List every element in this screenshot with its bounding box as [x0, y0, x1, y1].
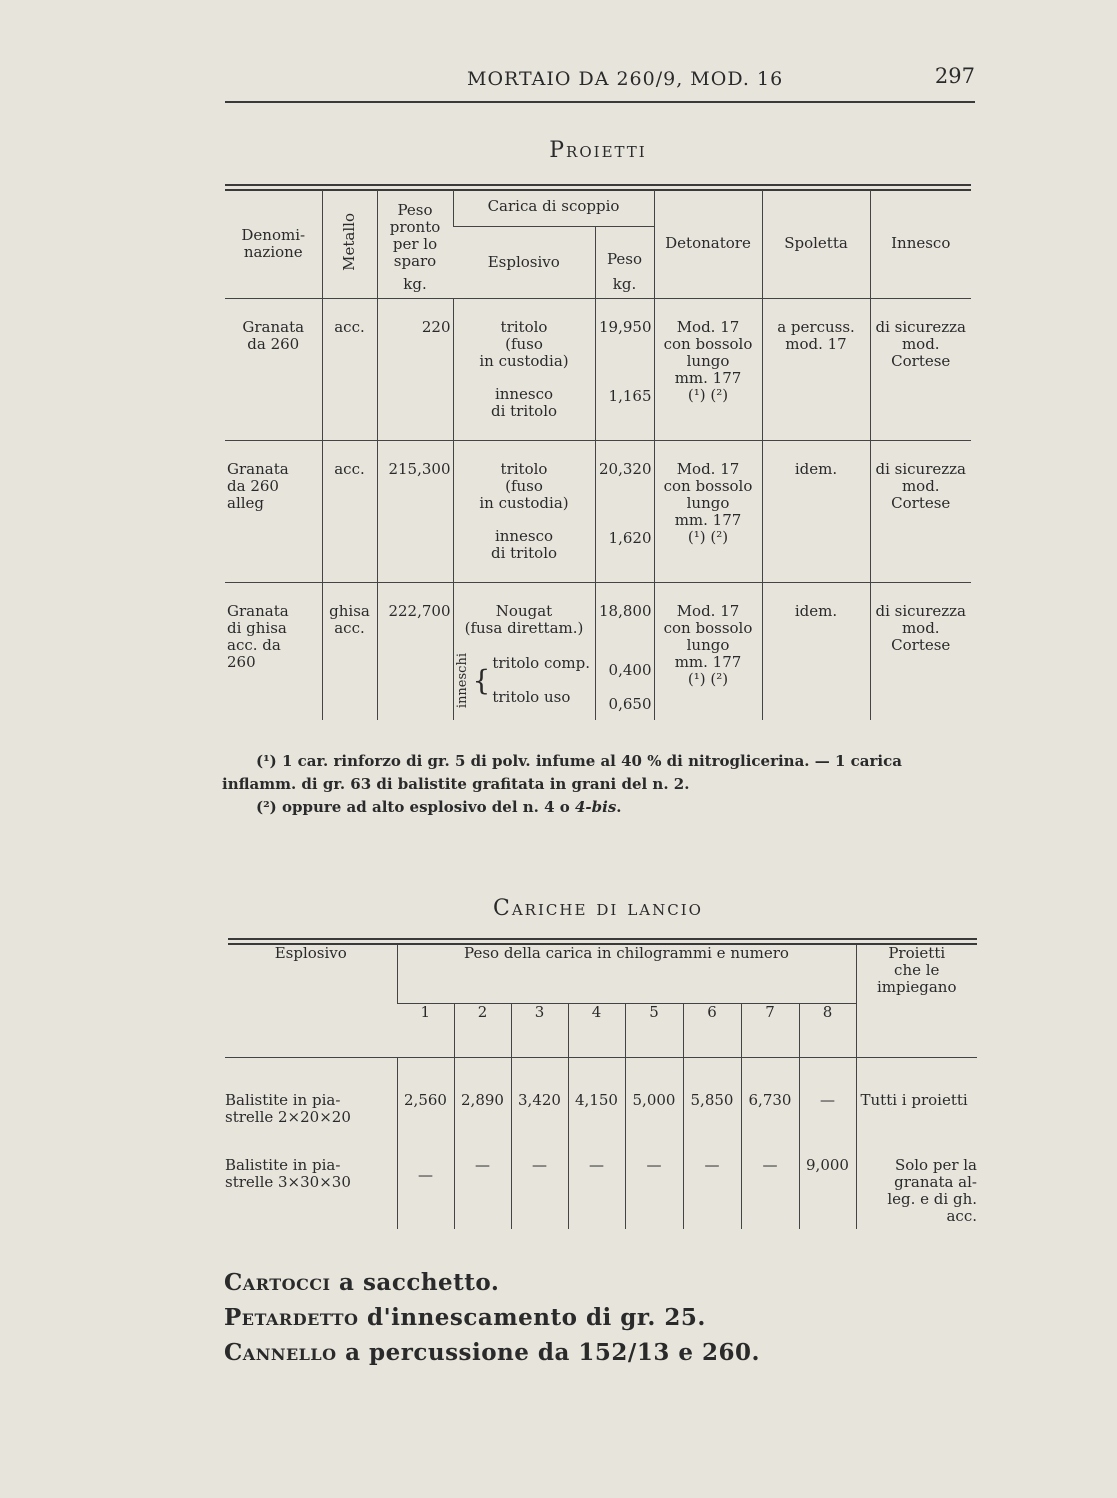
page-number: 297 — [934, 64, 975, 88]
peso-carica-cell: 20,320 — [599, 459, 652, 478]
footnote-1: (¹) 1 car. rinforzo di gr. 5 di polv. infume al 40 % di nitroglicerina. — 1 carica inflamm. di gr. 63 di balistite grafitata in grani del n. 2. — [222, 752, 902, 793]
line-cannello — [224, 1335, 760, 1370]
metallo-cell: ghisa acc. — [329, 601, 370, 637]
peso-carica-cell: 0,650 — [608, 694, 652, 713]
peso-carica-unit: kg. — [612, 274, 637, 293]
brace-glyph: { — [472, 663, 491, 697]
metallo-label: Metallo — [340, 212, 358, 271]
table-row — [225, 1057, 977, 1137]
col-header-spoletta: Spoletta — [762, 190, 870, 298]
table-row — [225, 582, 971, 720]
esplosivo-cell: innesco di tritolo — [490, 384, 558, 420]
col-header-esplosivo: Esplosivo — [225, 945, 397, 1057]
esplosivo-cell: Balistite in pia- strelle 2×20×20 — [225, 1090, 351, 1126]
peso-carica-cell: 19,950 — [599, 317, 652, 336]
metallo-cell: acc. — [334, 459, 365, 478]
col-header-carica: Carica di scoppio — [453, 190, 654, 226]
detonatore-cell: Mod. 17 con bossolo lungo mm. 177 (¹) (²) — [663, 459, 753, 546]
detonatore-cell: Mod. 17 con bossolo lungo mm. 177 (¹) (²) — [663, 317, 753, 404]
peso-cell: 215,300 — [388, 459, 451, 478]
innesco-cell: di sicurezza mod. Cortese — [875, 459, 967, 512]
col-header-number: 3 — [511, 1003, 568, 1057]
running-head-title: MORTAIO DA 260/9, MOD. 16 — [467, 68, 784, 90]
esplosivo-cell: Balistite in pia- strelle 3×30×30 — [225, 1156, 351, 1191]
value-cell: 2,890 — [454, 1057, 511, 1137]
col-header-proietti: Proietti che le impiegano — [856, 945, 977, 1057]
denominazione-cell: Granata di ghisa acc. da 260 — [227, 601, 289, 671]
col-header-number: 2 — [454, 1003, 511, 1057]
value-cell: — — [799, 1057, 856, 1137]
line-2-rest: d'innescamento di gr. 25. — [358, 1304, 706, 1331]
header-rule — [225, 101, 975, 103]
inneschi-group — [454, 651, 595, 711]
spoletta-cell: idem. — [794, 601, 838, 620]
value-cell: — — [397, 1137, 454, 1229]
esplosivo-cell: innesco di tritolo — [490, 526, 558, 562]
col-header-detonatore: Detonatore — [654, 190, 762, 298]
col-header-number: 4 — [568, 1003, 625, 1057]
denominazione-cell: Granata da 260 — [242, 317, 305, 353]
col-header-number: 5 — [625, 1003, 683, 1057]
inneschi-label: inneschi — [454, 652, 470, 709]
col-header-denominazione: Denomi- nazione — [225, 190, 322, 298]
metallo-cell: acc. — [334, 317, 365, 336]
value-cell: 4,150 — [568, 1057, 625, 1137]
footnote-2-italic: 4-bis — [575, 798, 617, 816]
inneschi-items — [492, 655, 590, 706]
proietti-cell: Solo per la granata al- leg. e di gh. acc. — [856, 1137, 977, 1229]
value-cell: — — [511, 1137, 568, 1229]
footnote-2-prefix: (²) oppure ad alto esplosivo del n. 4 o — [256, 798, 575, 816]
denominazione-cell: Granata da 260 alleg — [227, 459, 289, 512]
table-row — [225, 298, 971, 440]
innesco-cell: di sicurezza mod. Cortese — [875, 317, 967, 370]
innesco-cell: di sicurezza mod. Cortese — [875, 601, 967, 654]
line-3-rest: a percussione da 152/13 e 260. — [336, 1339, 760, 1366]
footnote-2 — [222, 796, 977, 819]
line-petardetto — [224, 1300, 760, 1335]
col-header-number: 6 — [683, 1003, 741, 1057]
peso-carica-cell: 0,400 — [608, 660, 652, 679]
value-cell: — — [568, 1137, 625, 1229]
footnotes — [222, 750, 977, 819]
closing-lines — [224, 1265, 760, 1370]
footnote-2-suffix: . — [616, 798, 622, 816]
line-3-sc: Cannello — [224, 1339, 337, 1366]
peso-cell: 222,700 — [388, 601, 451, 620]
table2-top-rule — [228, 938, 977, 940]
col-header-peso-carica — [595, 226, 654, 298]
peso-unit: kg. — [403, 275, 427, 293]
running-head — [225, 64, 975, 100]
col-header-metallo — [322, 190, 377, 298]
col-header-esplosivo: Esplosivo — [453, 226, 595, 298]
cariche-title: Cariche di lancio — [493, 896, 703, 921]
value-cell: 6,730 — [741, 1057, 799, 1137]
esplosivo-cell: tritolo (fuso in custodia) — [479, 317, 569, 370]
esplosivo-cell: tritolo uso — [492, 688, 571, 706]
proietti-cell: Tutti i proietti — [856, 1057, 977, 1137]
line-1-rest: a sacchetto. — [330, 1269, 500, 1296]
peso-label: Peso pronto per lo sparo — [389, 201, 441, 270]
peso-carica-cell: 1,620 — [608, 528, 652, 547]
value-cell: — — [741, 1137, 799, 1229]
col-header-number: 7 — [741, 1003, 799, 1057]
table-row — [225, 440, 971, 582]
value-cell: 5,850 — [683, 1057, 741, 1137]
peso-cell: 220 — [421, 317, 451, 336]
col-header-peso — [377, 190, 453, 298]
line-2-sc: Petardetto — [224, 1304, 359, 1331]
proietti-title: Proietti — [549, 138, 647, 163]
value-cell: — — [454, 1137, 511, 1229]
table-row — [225, 1137, 977, 1229]
table-top-rule — [225, 184, 971, 186]
col-header-number: 8 — [799, 1003, 856, 1057]
esplosivo-cell: tritolo comp. — [492, 654, 591, 672]
line-cartocci — [224, 1265, 760, 1300]
value-cell: 2,560 — [397, 1057, 454, 1137]
col-header-peso-group: Peso della carica in chilogrammi e numero — [397, 945, 856, 1003]
col-header-number: 1 — [397, 1003, 454, 1057]
proietti-table — [225, 190, 971, 720]
peso-carica-cell: 18,800 — [599, 601, 652, 620]
spoletta-cell: idem. — [794, 459, 838, 478]
cariche-table — [225, 945, 977, 1229]
spoletta-cell: a percuss. mod. 17 — [777, 317, 855, 353]
esplosivo-cell: Nougat (fusa direttam.) — [464, 601, 584, 637]
line-1-sc: Cartocci — [224, 1269, 331, 1296]
value-cell: — — [625, 1137, 683, 1229]
detonatore-cell: Mod. 17 con bossolo lungo mm. 177 (¹) (²) — [663, 601, 753, 688]
value-cell: 5,000 — [625, 1057, 683, 1137]
peso-carica-cell: 1,165 — [608, 386, 652, 405]
col-header-innesco: Innesco — [870, 190, 971, 298]
value-cell: 3,420 — [511, 1057, 568, 1137]
value-cell: — — [683, 1137, 741, 1229]
peso-carica-label: Peso — [606, 249, 643, 268]
value-cell: 9,000 — [799, 1137, 856, 1229]
esplosivo-cell: tritolo (fuso in custodia) — [479, 459, 569, 512]
